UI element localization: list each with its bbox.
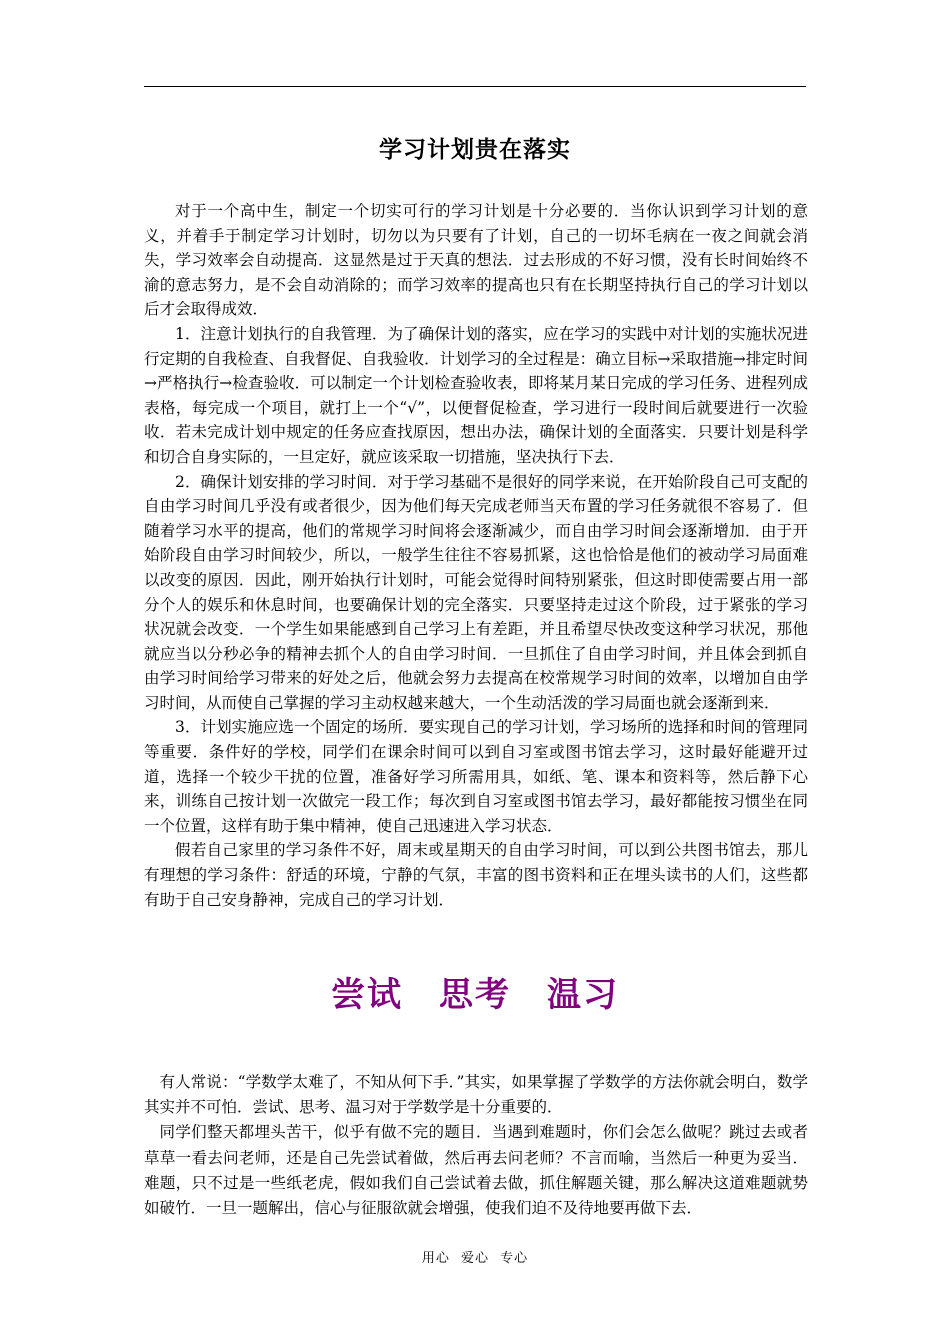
section-title-part-1: 尝试: [331, 975, 403, 1015]
paragraph-point-3: 3．计划实施应选一个固定的场所．要实现自己的学习计划，学习场所的选择和时间的管理同等重要．条件好的学校，同学们在课余时间可以到自习室或图书馆去学习，这时最好能避开过道，选择一个较少干扰的位置，准备好学习所需用具，如纸、笔、课本和资料等，然后静下心来，训练自己按计划一次做完一段工作；每次到自习室或图书馆去学习，最好都能按习惯坐在同一个位置，这样有助于集中精神，使自己迅速进入学习状态．: [144, 718, 808, 835]
header-rule: [144, 86, 806, 87]
section-title-part-2: 思考: [439, 975, 511, 1015]
page-footer: 用心 爱心 专心: [421, 1251, 529, 1266]
article-title: 学习计划贵在落实: [379, 136, 571, 163]
paragraph-closing: 假若自己家里的学习条件不好，周末或星期天的自由学习时间，可以到公共图书馆去，那儿有理想的学习条件：舒适的环境，宁静的气氛，丰富的图书资料和正在埋头读书的人们，这些都有助于自己安身静神，完成自己的学习计划．: [144, 841, 808, 909]
paragraph-point-1: 1．注意计划执行的自我管理．为了确保计划的落实，应在学习的实践中对计划的实施状况进行定期的自我检查、自我督促、自我验收．计划学习的全过程是：确立目标→采取措施→排定时间→严格执行→检查验收．可以制定一个计划检查验收表，即将某月某日完成的学习任务、进程列成表格，每完成一个项目，就打上一个“√”，以便督促检查，学习进行一段时间后就要进行一次验收．若未完成计划中规定的任务应查找原因，想出办法，确保计划的全面落实．只要计划是科学和切合自身实际的，一旦定好，就应该采取一切措施，坚决执行下去．: [144, 324, 808, 466]
section-title: [144, 970, 806, 1020]
section-paragraph-1: 有人常说：“学数学太难了，不知从何下手．”其实，如果掌握了学数学的方法你就会明白，数学其实并不可怕．尝试、思考、温习对于学数学是十分重要的．: [144, 1073, 808, 1117]
section-title-part-3: 温习: [547, 975, 619, 1015]
paragraph-intro: 对于一个高中生，制定一个切实可行的学习计划是十分必要的．当你认识到学习计划的意义，并着手于制定学习计划时，切勿以为只要有了计划，自己的一切坏毛病在一夜之间就会消失，学习效率会自动提高．这显然是过于天真的想法．过去形成的不好习惯，没有长时间始终不渝的意志努力，是不会自动消除的；而学习效率的提高也只有在长期坚持执行自己的学习计划以后才会取得成效．: [144, 202, 808, 319]
section-paragraph-2: 同学们整天都埋头苦干，似乎有做不完的题目．当遇到难题时，你们会怎么做呢？跳过去或者草草一看去问老师，还是自己先尝试着做，然后再去问老师？不言而喻，当然后一种更为妥当．难题，只不过是一些纸老虎，假如我们自己尝试着去做，抓住解题关键，那么解决这道难题就势如破竹．一旦一题解出，信心与征服欲就会增强，使我们迫不及待地要再做下去．: [144, 1123, 808, 1218]
paragraph-point-2: 2．确保计划安排的学习时间．对于学习基础不是很好的同学来说，在开始阶段自己可支配的自由学习时间几乎没有或者很少，因为他们每天完成老师当天布置的学习任务就很不容易了．但随着学习水平的提高，他们的常规学习时间将会逐渐减少，而自由学习时间会逐渐增加．由于开始阶段自由学习时间较少，所以，一般学生往往不容易抓紧，这也恰恰是他们的被动学习局面难以改变的原因．因此，刚开始执行计划时，可能会觉得时间特别紧张，但这时即使需要占用一部分个人的娱乐和休息时间，也要确保计划的完全落实．只要坚持走过这个阶段，过于紧张的学习状况就会改变．一个学生如果能感到自己学习上有差距，并且希望尽快改变这种学习状况，那他就应当以分秒必争的精神去抓个人的自由学习时间．一旦抓住了自由学习时间，并且体会到抓自由学习时间给学习带来的好处之后，他就会努力去提高在校常规学习时间的效率，以增加自由学习时间，从而使自己掌握的学习主动权越来越大，一个生动活泼的学习局面也就会逐渐到来．: [144, 472, 808, 712]
section-body: [144, 1070, 808, 1221]
article-body: [144, 199, 808, 912]
